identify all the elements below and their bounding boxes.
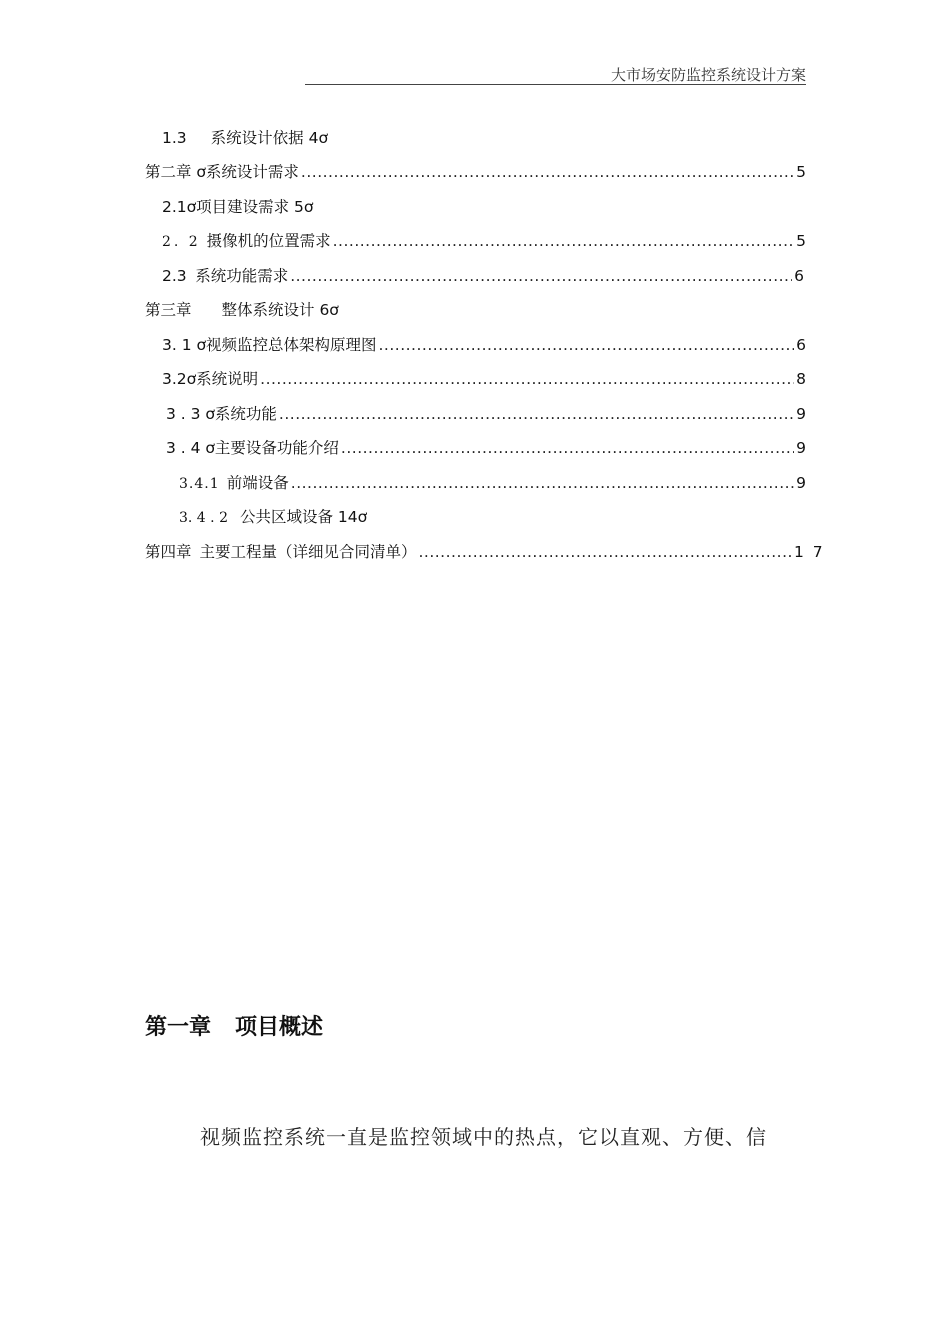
toc-entry-title: 3 . 3 ơ系统功能 bbox=[166, 405, 277, 423]
toc-entry[interactable] bbox=[145, 298, 339, 322]
toc-entry-page: 9 bbox=[796, 474, 806, 492]
header-rule bbox=[305, 84, 806, 85]
toc-entry-title: 前端设备 bbox=[226, 474, 289, 492]
toc-leader bbox=[290, 264, 792, 288]
chapter-title: 项目概述 bbox=[235, 1015, 324, 1040]
toc-entry[interactable] bbox=[162, 367, 806, 391]
toc-entry-title: 主要工程量（详细见合同清单） bbox=[199, 543, 417, 561]
toc-entry-title: 3 . 4 ơ主要设备功能介绍 bbox=[166, 439, 339, 457]
toc-entry-title: 系统设计依据 4ơ bbox=[210, 129, 328, 147]
toc-entry-page: 9 bbox=[796, 405, 806, 423]
toc-leader bbox=[418, 540, 792, 564]
toc-entry[interactable] bbox=[166, 436, 806, 460]
toc-entry-title: 摄像机的位置需求 bbox=[206, 232, 331, 250]
toc-entry-page: 6 bbox=[794, 267, 804, 285]
toc-entry-title: 整体系统设计 6ơ bbox=[221, 301, 339, 319]
chapter-heading bbox=[145, 1010, 323, 1041]
body-paragraph: 视频监控系统一直是监控领域中的热点，它以直观、方便、信 bbox=[200, 1125, 767, 1149]
toc-entry[interactable] bbox=[162, 264, 804, 288]
toc-entry[interactable] bbox=[162, 195, 313, 219]
toc-entry[interactable] bbox=[179, 505, 367, 529]
toc-entry[interactable] bbox=[166, 402, 806, 426]
toc-leader bbox=[260, 367, 794, 391]
toc-entry[interactable] bbox=[179, 471, 806, 495]
toc-entry-number: 第四章 bbox=[145, 543, 192, 561]
toc-leader bbox=[291, 471, 794, 495]
toc-entry-page: 8 bbox=[796, 370, 806, 388]
toc-entry-page: 6 bbox=[796, 336, 806, 354]
toc-entry-title: 3. 1 ơ视频监控总体架构原理图 bbox=[162, 336, 377, 354]
toc-entry-page: 9 bbox=[796, 439, 806, 457]
toc-entry-number: 2. 2 bbox=[162, 234, 201, 250]
toc-leader bbox=[341, 436, 794, 460]
document-header-title: 大市场安防监控系统设计方案 bbox=[610, 66, 806, 84]
toc-entry[interactable] bbox=[145, 540, 825, 564]
toc-entry[interactable] bbox=[162, 126, 328, 150]
toc-entry[interactable] bbox=[162, 229, 806, 253]
toc-entry[interactable] bbox=[145, 160, 806, 184]
toc-entry-page: 1 7 bbox=[794, 543, 825, 561]
toc-entry-page: 5 bbox=[796, 232, 806, 250]
toc-entry-title: 3.2ơ系统说明 bbox=[162, 370, 259, 388]
toc-leader bbox=[279, 402, 794, 426]
toc-entry-number: 第三章 bbox=[145, 301, 192, 319]
toc-entry-title: 公共区域设备 14ơ bbox=[239, 508, 368, 526]
toc-leader bbox=[379, 333, 795, 357]
toc-entry-number: 3. 4 . 2 bbox=[179, 510, 228, 526]
toc-entry-number: 3.4.1 bbox=[179, 476, 220, 492]
toc-entry-number: 2.3 bbox=[162, 267, 187, 285]
toc-leader bbox=[301, 160, 794, 184]
toc-entry-title: 2.1ơ项目建设需求 5ơ bbox=[162, 198, 314, 216]
toc-entry-title: 系统功能需求 bbox=[195, 267, 289, 285]
toc-entry-page: 5 bbox=[796, 163, 806, 181]
chapter-number: 第一章 bbox=[145, 1015, 212, 1040]
toc-entry-number: 1.3 bbox=[162, 129, 187, 147]
toc-entry[interactable] bbox=[162, 333, 806, 357]
toc-entry-title: 第二章 ơ系统设计需求 bbox=[145, 163, 299, 181]
toc-leader bbox=[333, 229, 794, 253]
